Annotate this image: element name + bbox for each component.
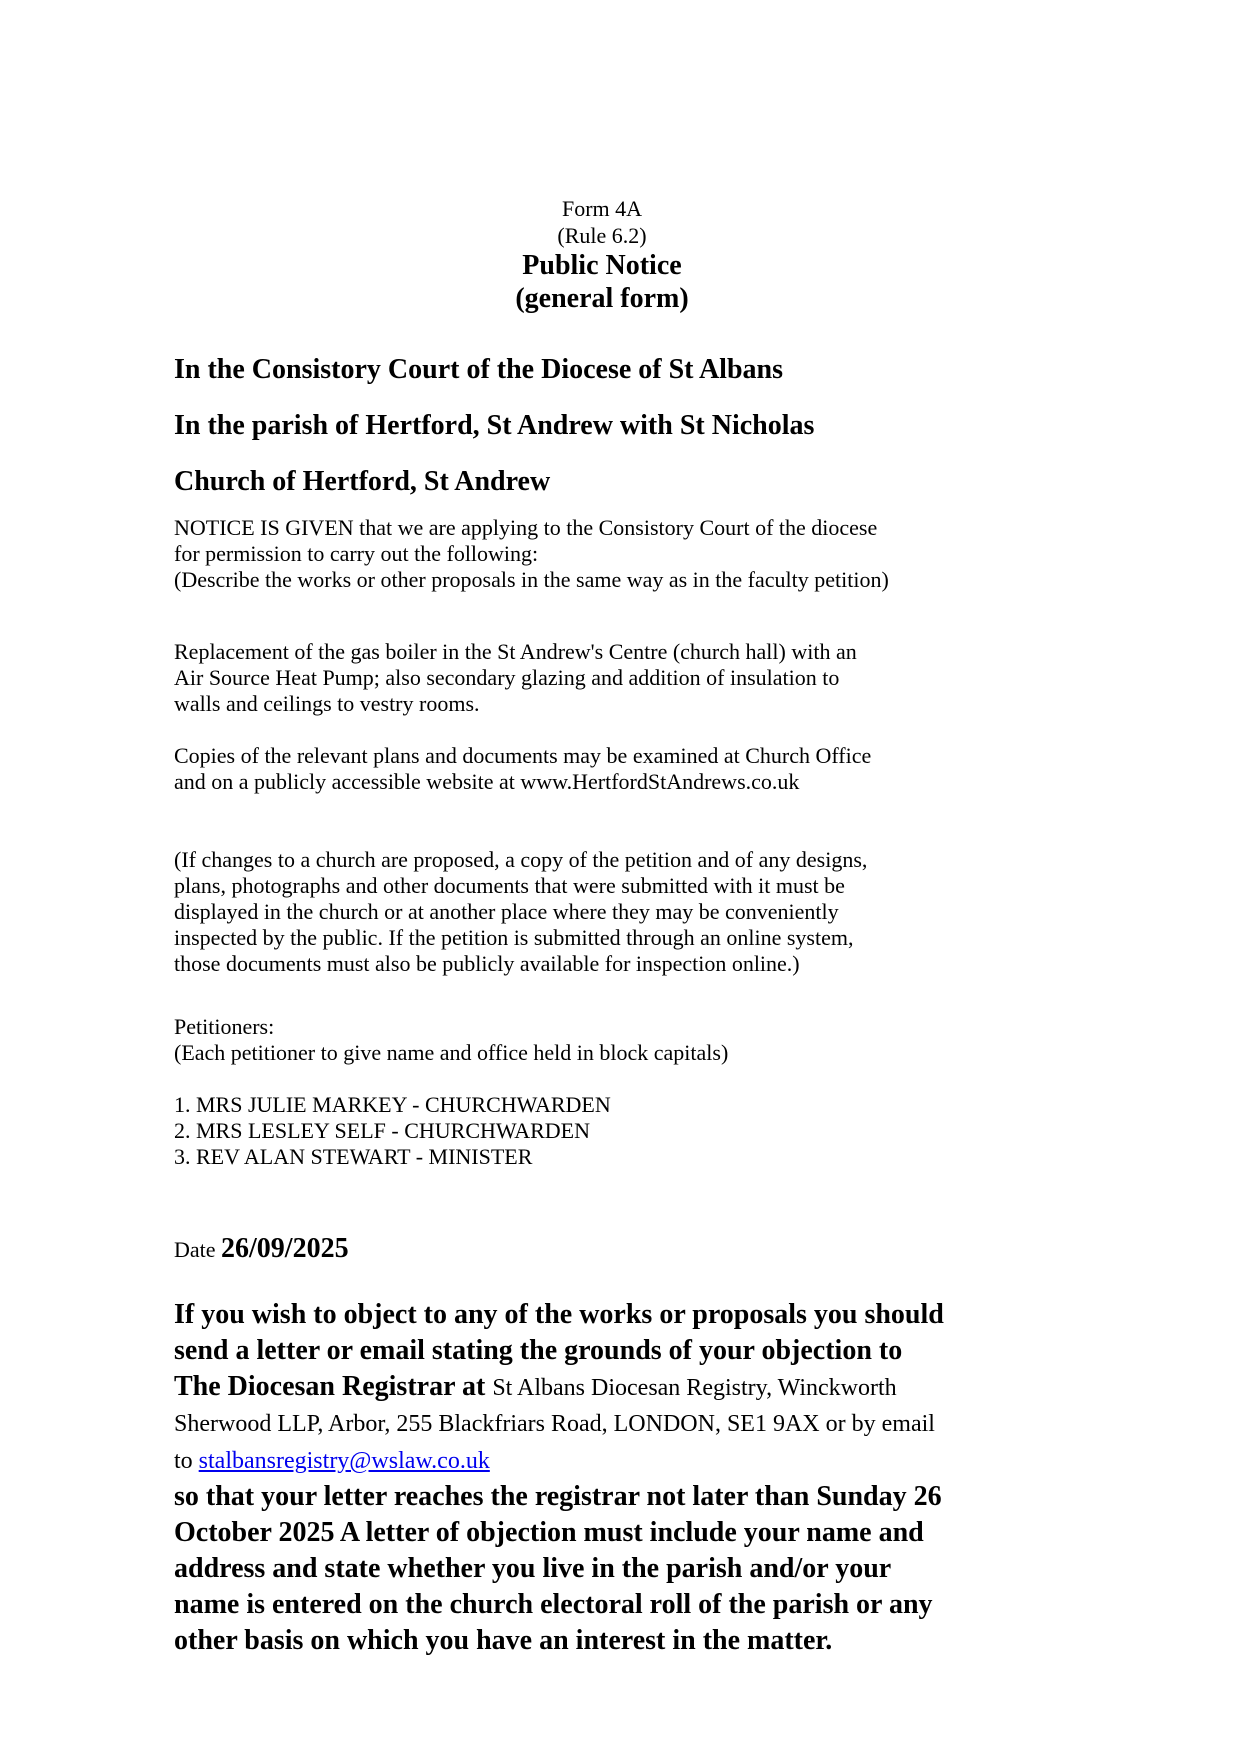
objection-line: name is entered on the church electoral roll of the parish or any: [174, 1589, 933, 1620]
display-note-line: plans, photographs and other documents that were submitted with it must be: [174, 873, 845, 898]
form-rule: (Rule 6.2): [557, 223, 647, 248]
copies-paragraph: [174, 743, 1054, 795]
document-content: [174, 0, 1054, 1659]
date-label: Date: [174, 1237, 222, 1262]
objection-line: other basis on which you have an interest in the matter.: [174, 1625, 833, 1656]
notice-paragraph: [174, 515, 1054, 593]
petitioner-item: 1. MRS JULIE MARKEY - CHURCHWARDEN: [174, 1092, 611, 1117]
display-note-line: (If changes to a church are proposed, a copy of the petition and of any designs,: [174, 847, 868, 872]
objection-line: If you wish to object to any of the works or proposals you should: [174, 1299, 944, 1330]
objection-line: address and state whether you live in the parish and/or your: [174, 1553, 892, 1584]
works-line: Air Source Heat Pump; also secondary glazing and addition of insulation to: [174, 665, 840, 690]
heading-church: Church of Hertford, St Andrew: [174, 466, 551, 497]
petitioners-section: [174, 1014, 1054, 1066]
petitioner-item: 2. MRS LESLEY SELF - CHURCHWARDEN: [174, 1118, 590, 1143]
display-note-line: inspected by the public. If the petition is submitted through an online system,: [174, 925, 854, 950]
form-header: [174, 195, 1030, 315]
heading-consistory-court: In the Consistory Court of the Diocese of St Albans: [174, 354, 783, 385]
email-prefix: to: [174, 1448, 199, 1474]
objection-line: so that your letter reaches the registrar not later than Sunday 26: [174, 1481, 942, 1512]
date-line: [174, 1232, 1054, 1267]
petitioner-item: 3. REV ALAN STEWART - MINISTER: [174, 1144, 533, 1169]
petitioners-label: Petitioners:: [174, 1014, 275, 1039]
form-number: Form 4A: [561, 196, 643, 221]
email-line: [174, 1442, 1054, 1479]
form-subtitle: (general form): [515, 283, 689, 314]
copies-line: Copies of the relevant plans and documents may be examined at Church Office: [174, 743, 872, 768]
notice-line: NOTICE IS GIVEN that we are applying to the Consistory Court of the diocese: [174, 515, 878, 540]
notice-line: for permission to carry out the following:: [174, 541, 539, 566]
date-value: 26/09/2025: [221, 1233, 349, 1264]
petitioners-note: (Each petitioner to give name and office held in block capitals): [174, 1040, 729, 1065]
objection-line: October 2025 A letter of objection must include your name and: [174, 1517, 924, 1548]
works-line: walls and ceilings to vestry rooms.: [174, 691, 480, 716]
works-description-paragraph: [174, 639, 1054, 717]
objection-registrar-bold: The Diocesan Registrar at: [174, 1371, 493, 1402]
form-title: Public Notice: [522, 250, 682, 281]
notice-line: (Describe the works or other proposals in the same way as in the faculty petition): [174, 567, 889, 592]
objection-instructions: [174, 1297, 1054, 1659]
works-line: Replacement of the gas boiler in the St Andrew's Centre (church hall) with an: [174, 639, 857, 664]
display-note-line: displayed in the church or at another place where they may be conveniently: [174, 899, 839, 924]
objection-line: send a letter or email stating the grounds of your objection to: [174, 1335, 903, 1366]
copies-line: and on a publicly accessible website at www.HertfordStAndrews.co.uk: [174, 769, 800, 794]
registry-address-part1: St Albans Diocesan Registry, Winckworth: [492, 1375, 897, 1401]
petitioner-list: [174, 1092, 1054, 1170]
display-note-line: those documents must also be publicly available for inspection online.): [174, 951, 800, 976]
display-note-paragraph: [174, 847, 1054, 977]
heading-parish: In the parish of Hertford, St Andrew with St Nicholas: [174, 410, 815, 441]
registry-address-part2: Sherwood LLP, Arbor, 255 Blackfriars Road, LONDON, SE1 9AX or by email: [174, 1411, 935, 1437]
objection-line: [174, 1369, 1054, 1406]
email-link[interactable]: stalbansregistry@wslaw.co.uk: [198, 1448, 490, 1474]
